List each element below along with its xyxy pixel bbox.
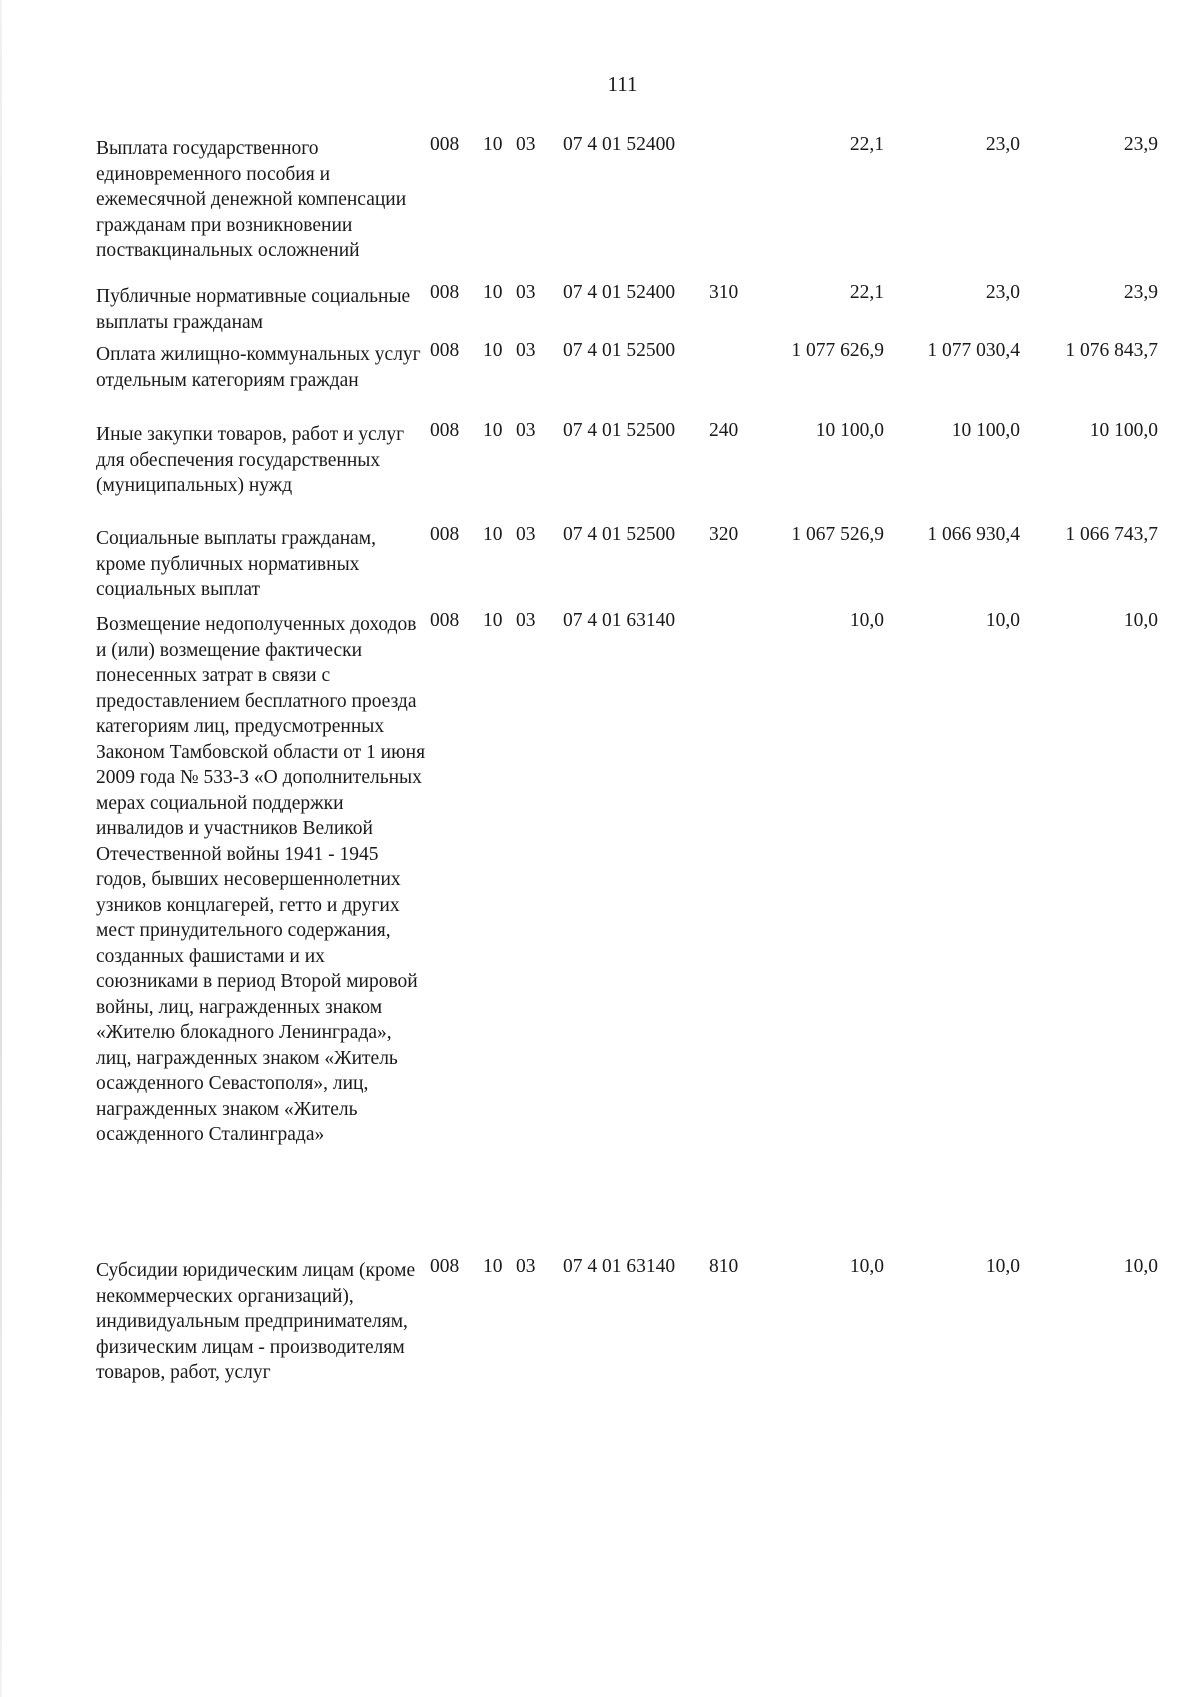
amount-year-1: 22,1 [849, 134, 884, 155]
section-code: 10 [483, 340, 503, 361]
row-description: Иные закупки товаров, работ и услуг для обеспечения государственных (муниципальных) нужд [96, 424, 405, 496]
amount-year-3: 23,9 [1123, 282, 1158, 303]
table-row [96, 418, 1176, 522]
expense-type-code: 320 [709, 524, 739, 545]
amount-year-2: 1 077 030,4 [927, 340, 1020, 361]
subsection-code: 03 [516, 134, 536, 155]
row-description: Возмещение недополученных доходов и (или) возмещение фактически понесенных затрат в связи с предоставлением бесплатного проезда категориям лиц, предусмотренных Законом Тамбовской области от 1 июня 2009 года № 533-З «О дополнительных мерах социальной поддержки инвалидов и участников Великой Отечественной войны 1941 - 1945 годов, бывших несовершеннолетних узников концлагерей, гетто и других мест принудительного содержания, созданных фашистами и их союзниками в период Второй мировой войны, лиц, награжденных знаком «Жителю блокадного Ленинграда», лиц, награжденных знаком «Житель осажденного Севастополя», лиц, награжденных знаком «Житель осажденного Сталинграда» [96, 614, 426, 1145]
ved-code: 008 [430, 420, 460, 441]
section-code: 10 [483, 524, 503, 545]
amount-year-3: 23,9 [1123, 134, 1158, 155]
subsection-code: 03 [516, 282, 536, 303]
table-row [96, 338, 1176, 418]
ved-code: 008 [430, 340, 460, 361]
table-row [96, 1254, 1176, 1424]
target-article-code: 07 4 01 52500 [563, 420, 676, 441]
table-row [96, 522, 1176, 608]
amount-year-3: 10,0 [1123, 1256, 1158, 1277]
section-code: 10 [483, 134, 503, 155]
amount-year-3: 1 066 743,7 [1065, 524, 1158, 545]
page-number: 111 [607, 72, 638, 96]
subsection-code: 03 [516, 524, 536, 545]
amount-year-2: 23,0 [985, 134, 1020, 155]
row-description: Социальные выплаты гражданам, кроме публичных нормативных социальных выплат [96, 528, 377, 600]
row-description: Субсидии юридическим лицам (кроме некоммерческих организаций), индивидуальным предпринимателям, физическим лицам - производителям товаров, работ, услуг [96, 1260, 416, 1383]
expense-type-code: 810 [709, 1256, 739, 1277]
subsection-code: 03 [516, 420, 536, 441]
row-description: Оплата жилищно-коммунальных услуг отдельным категориям граждан [96, 344, 421, 391]
expense-type-code: 240 [709, 420, 739, 441]
section-code: 10 [483, 610, 503, 631]
amount-year-1: 22,1 [849, 282, 884, 303]
amount-year-3: 1 076 843,7 [1065, 340, 1158, 361]
subsection-code: 03 [516, 610, 536, 631]
amount-year-1: 10,0 [849, 1256, 884, 1277]
amount-year-3: 10 100,0 [1089, 420, 1158, 441]
amount-year-1: 10,0 [849, 610, 884, 631]
amount-year-1: 10 100,0 [815, 420, 884, 441]
amount-year-1: 1 067 526,9 [791, 524, 884, 545]
table-row [96, 132, 1176, 280]
section-code: 10 [483, 282, 503, 303]
amount-year-2: 1 066 930,4 [927, 524, 1020, 545]
subsection-code: 03 [516, 340, 536, 361]
target-article-code: 07 4 01 52500 [563, 524, 676, 545]
target-article-code: 07 4 01 52400 [563, 134, 676, 155]
row-description: Выплата государственного единовременного пособия и ежемесячной денежной компенсации гражданам при возникновении поствакцинальных осложнений [96, 138, 407, 261]
amount-year-2: 10,0 [985, 610, 1020, 631]
amount-year-2: 10,0 [985, 1256, 1020, 1277]
budget-table [96, 132, 1176, 1424]
section-code: 10 [483, 1256, 503, 1277]
target-article-code: 07 4 01 63140 [563, 1256, 676, 1277]
section-code: 10 [483, 420, 503, 441]
target-article-code: 07 4 01 52400 [563, 282, 676, 303]
row-description: Публичные нормативные социальные выплаты гражданам [96, 286, 411, 333]
ved-code: 008 [430, 282, 460, 303]
ved-code: 008 [430, 610, 460, 631]
ved-code: 008 [430, 1256, 460, 1277]
amount-year-2: 10 100,0 [951, 420, 1020, 441]
target-article-code: 07 4 01 63140 [563, 610, 676, 631]
table-row [96, 608, 1176, 1254]
ved-code: 008 [430, 524, 460, 545]
target-article-code: 07 4 01 52500 [563, 340, 676, 361]
amount-year-3: 10,0 [1123, 610, 1158, 631]
ved-code: 008 [430, 134, 460, 155]
amount-year-2: 23,0 [985, 282, 1020, 303]
expense-type-code: 310 [709, 282, 739, 303]
subsection-code: 03 [516, 1256, 536, 1277]
table-row [96, 280, 1176, 338]
amount-year-1: 1 077 626,9 [791, 340, 884, 361]
scan-edge [0, 0, 2, 1697]
